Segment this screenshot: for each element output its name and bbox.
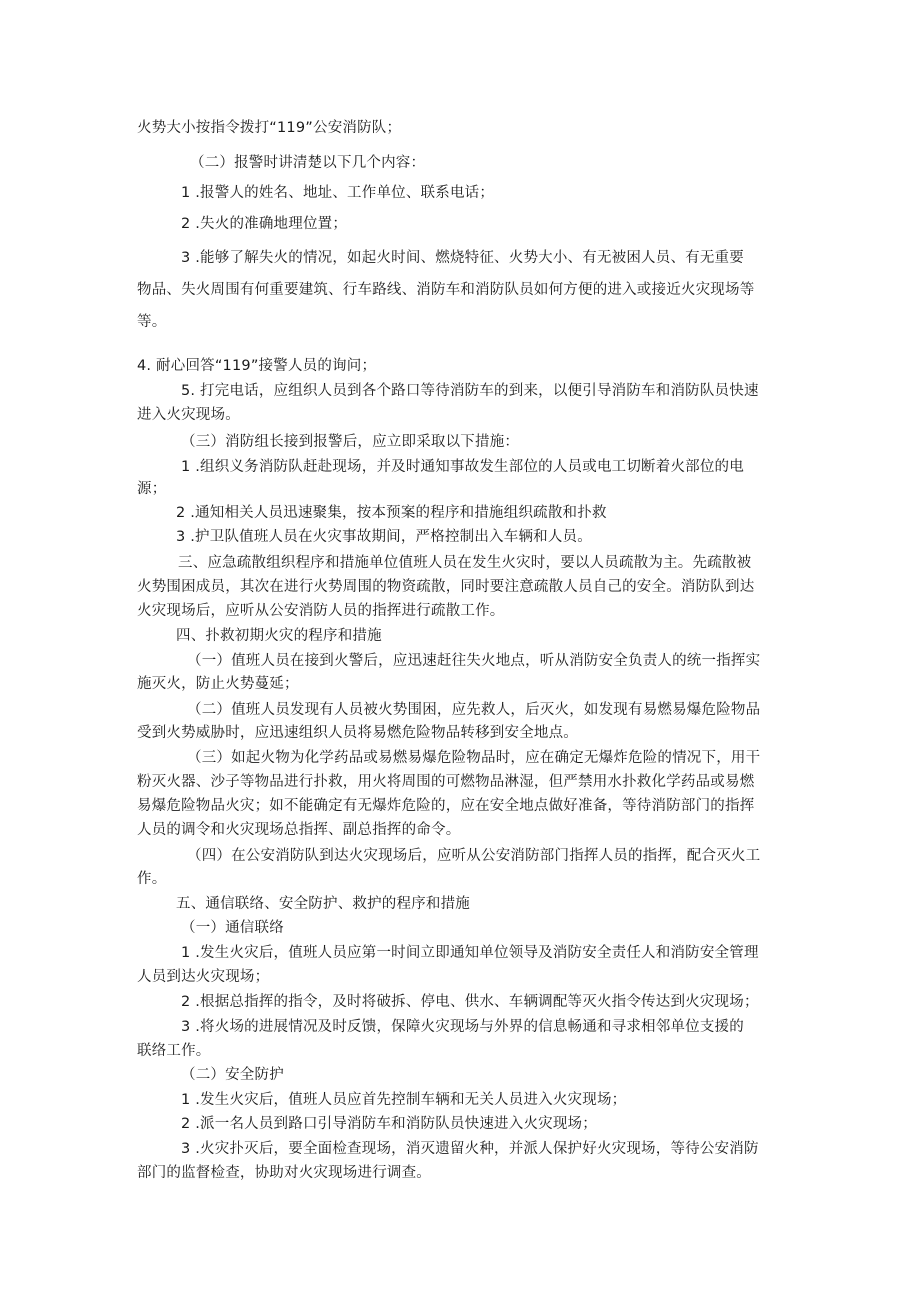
text-line: 易爆危险物品火灾；如不能确定有无爆炸危险的，应在安全地点做好准备，等待消防部门的指挥 <box>137 798 755 814</box>
text-line: 火势围困成员，其次在进行火势周围的物资疏散，同时要注意疏散人员自己的安全。消防队到达 <box>137 579 755 595</box>
text-line: 部门的监督检查，协助对火灾现场进行调查。 <box>137 1165 431 1181</box>
text-line: 2 .根据总指挥的指令，及时将破拆、停电、供水、车辆调配等灭火指令传达到火灾现场； <box>181 994 759 1010</box>
text-line: 源； <box>137 481 167 497</box>
text-line: 3 .火灾扑灭后，要全面检查现场，消灭遗留火种，并派人保护好火灾现场，等待公安消防 <box>181 1141 759 1157</box>
text-line: 进入火灾现场。 <box>137 407 240 423</box>
text-line: （三）如起火物为化学药品或易燃易爆危险物品时，应在确定无爆炸危险的情况下，用干 <box>187 750 761 766</box>
text-line: 四、扑救初期火灾的程序和措施 <box>176 628 382 644</box>
text-line: 3 .护卫队值班人员在火灾事故期间，严格控制出入车辆和人员。 <box>176 529 592 545</box>
text-line: 人员的调令和火灾现场总指挥、副总指挥的命令。 <box>137 822 461 838</box>
text-line: 2 .派一名人员到路口引导消防车和消防队员快速进入火灾现场； <box>181 1116 597 1132</box>
text-line: 五、通信联络、安全防护、救护的程序和措施 <box>176 896 470 912</box>
text-line: 3 .能够了解失火的情况，如起火时间、燃烧特征、火势大小、有无被困人员、有无重要 <box>181 250 744 266</box>
text-line: 5. 打完电话，应组织人员到各个路口等待消防车的到来，以便引导消防车和消防队员快速 <box>181 383 759 399</box>
text-line: 物品、失火周围有何重要建筑、行车路线、消防车和消防队员如何方便的进入或接近火灾现场等 <box>137 282 755 298</box>
text-line: （二）值班人员发现有人员被火势围困，应先救人，后灭火，如发现有易燃易爆危险物品 <box>187 702 761 718</box>
text-line: 1 .组织义务消防队赶赴现场，并及时通知事故发生部位的人员或电工切断着火部位的电 <box>181 459 744 475</box>
text-line: 人员到达火灾现场； <box>137 969 270 985</box>
text-line: 1 .报警人的姓名、地址、工作单位、联系电话； <box>181 185 495 201</box>
text-line: 联络工作。 <box>137 1043 211 1059</box>
text-line: 4. 耐心回答“119”接警人员的询问； <box>137 358 377 374</box>
text-line: 火势大小按指令拨打“119”公安消防队； <box>137 120 402 136</box>
text-line: 火灾现场后，应听从公安消防人员的指挥进行疏散工作。 <box>137 603 505 619</box>
text-line: 粉灭火器、沙子等物品进行扑救，用火将周围的可燃物品淋湿，但严禁用水扑救化学药品或易燃 <box>137 774 755 790</box>
text-line: 三、应急疏散组织程序和措施单位值班人员在发生火灾时，要以人员疏散为主。先疏散被 <box>178 555 752 571</box>
text-line: 1 .发生火灾后，值班人员应第一时间立即通知单位领导及消防安全责任人和消防安全管理 <box>181 945 759 961</box>
text-line: 2 .失火的准确地理位置； <box>181 216 348 232</box>
text-line: 受到火势威胁时，应迅速组织人员将易燃危险物品转移到安全地点。 <box>137 725 578 741</box>
text-line: 1 .发生火灾后，值班人员应首先控制车辆和无关人员进入火灾现场； <box>181 1092 627 1108</box>
text-line: 2 .通知相关人员迅速聚集，按本预案的程序和措施组织疏散和扑救 <box>176 505 607 521</box>
text-line: （三）消防组长接到报警后，应立即采取以下措施： <box>181 434 520 450</box>
text-line: 施灭火，防止火势蔓延； <box>137 676 299 692</box>
text-line: （一）通信联络 <box>181 920 284 936</box>
text-line: （四）在公安消防队到达火灾现场后，应听从公安消防部门指挥人员的指挥，配合灭火工 <box>187 848 761 864</box>
text-line: （二）报警时讲清楚以下几个内容： <box>190 155 426 171</box>
text-line: 等。 <box>137 314 167 330</box>
text-line: 作。 <box>137 871 167 887</box>
text-line: 3 .将火场的进展情况及时反馈，保障火灾现场与外界的信息畅通和寻求相邻单位支援的 <box>181 1019 744 1035</box>
text-line: （一）值班人员在接到火警后，应迅速赶往失火地点，听从消防安全负责人的统一指挥实 <box>187 653 761 669</box>
text-line: （二）安全防护 <box>181 1067 284 1083</box>
